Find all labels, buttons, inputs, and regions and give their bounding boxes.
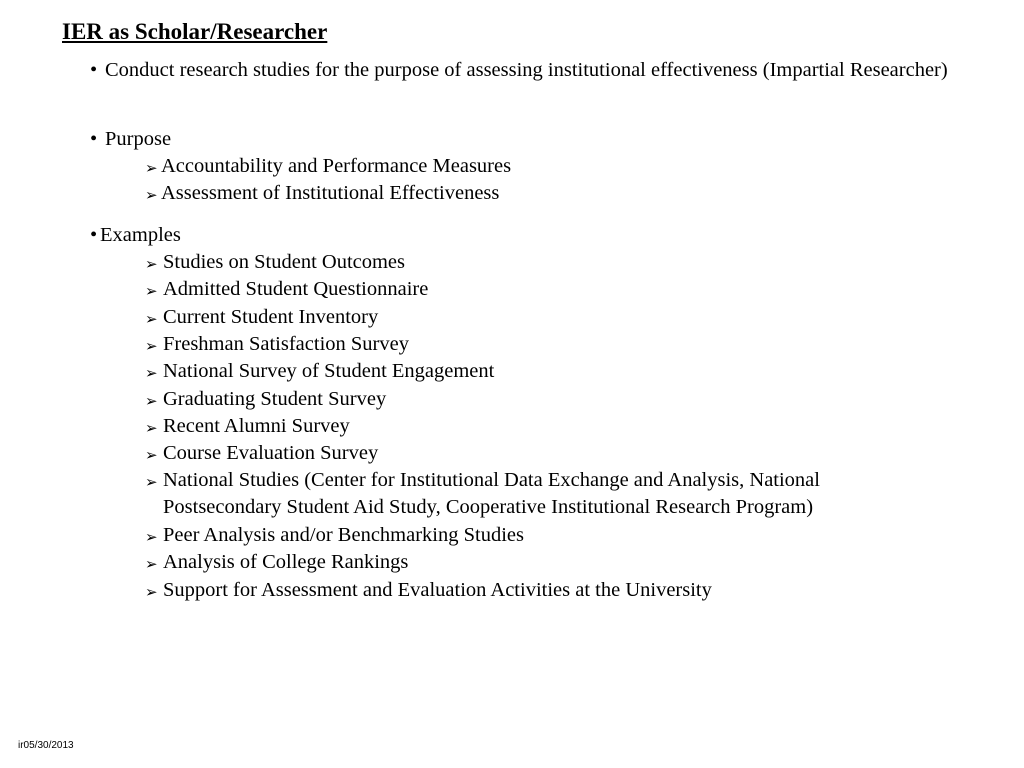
sub-item [145, 413, 350, 440]
sub-item [145, 467, 915, 522]
arrow-bullet-icon: ➢ [145, 337, 158, 355]
sub-item-text: Freshman Satisfaction Survey [163, 333, 409, 355]
bullet-text: Purpose [105, 128, 172, 150]
slide-title: IER as Scholar/Researcher [62, 19, 328, 44]
arrow-bullet-icon: ➢ [145, 310, 158, 328]
sub-item-text: Current Student Inventory [163, 306, 379, 328]
arrow-bullet-icon: ➢ [145, 473, 158, 491]
sub-item [145, 549, 408, 576]
bullet-icon: • [90, 128, 98, 150]
bullet-text: Conduct research studies for the purpose of assessing institutional effectiveness (Impartial Researcher) [105, 59, 948, 81]
sub-item [145, 276, 428, 303]
bullet-icon: • [90, 59, 98, 81]
sub-item-text: Support for Assessment and Evaluation Activities at the University [163, 579, 712, 601]
arrow-bullet-icon: ➢ [145, 159, 158, 177]
arrow-bullet-icon: ➢ [145, 446, 158, 464]
bullet-purpose [90, 126, 171, 153]
sub-item-text: Recent Alumni Survey [163, 415, 350, 437]
arrow-bullet-icon: ➢ [145, 555, 158, 573]
sub-item [145, 386, 386, 413]
arrow-bullet-icon: ➢ [145, 364, 158, 382]
sub-item-text: Peer Analysis and/or Benchmarking Studies [163, 524, 524, 546]
arrow-bullet-icon: ➢ [145, 282, 158, 300]
arrow-bullet-icon: ➢ [145, 419, 158, 437]
bullet-research-studies [90, 57, 950, 84]
sub-item [145, 249, 405, 276]
sub-item-text: Admitted Student Questionnaire [163, 278, 429, 300]
sub-item-text: National Survey of Student Engagement [163, 360, 495, 382]
sub-item-text: Accountability and Performance Measures [161, 155, 512, 177]
sub-item-text: Graduating Student Survey [163, 388, 387, 410]
bullet-text: Examples [100, 224, 181, 246]
arrow-bullet-icon: ➢ [145, 255, 158, 273]
sub-item [145, 331, 409, 358]
sub-item [145, 577, 712, 604]
sub-item [145, 522, 524, 549]
footer-date: ir05/30/2013 [18, 740, 74, 751]
sub-item-text: Analysis of College Rankings [163, 551, 409, 573]
bullet-icon: • [90, 224, 98, 246]
arrow-bullet-icon: ➢ [145, 392, 158, 410]
arrow-bullet-icon: ➢ [145, 583, 158, 601]
sub-item-text: Studies on Student Outcomes [163, 251, 406, 273]
sub-item-text: National Studies (Center for Institutional Data Exchange and Analysis, National Postsecondary Student Aid Study, Cooperative Institutional Research Program) [163, 469, 820, 519]
sub-item [145, 180, 499, 207]
arrow-bullet-icon: ➢ [145, 528, 158, 546]
sub-item [145, 304, 378, 331]
sub-item [145, 153, 511, 180]
arrow-bullet-icon: ➢ [145, 186, 158, 204]
sub-item-text: Course Evaluation Survey [163, 442, 379, 464]
sub-item-text: Assessment of Institutional Effectiveness [161, 182, 500, 204]
bullet-examples [90, 222, 181, 249]
sub-item [145, 440, 378, 467]
sub-item [145, 358, 494, 385]
